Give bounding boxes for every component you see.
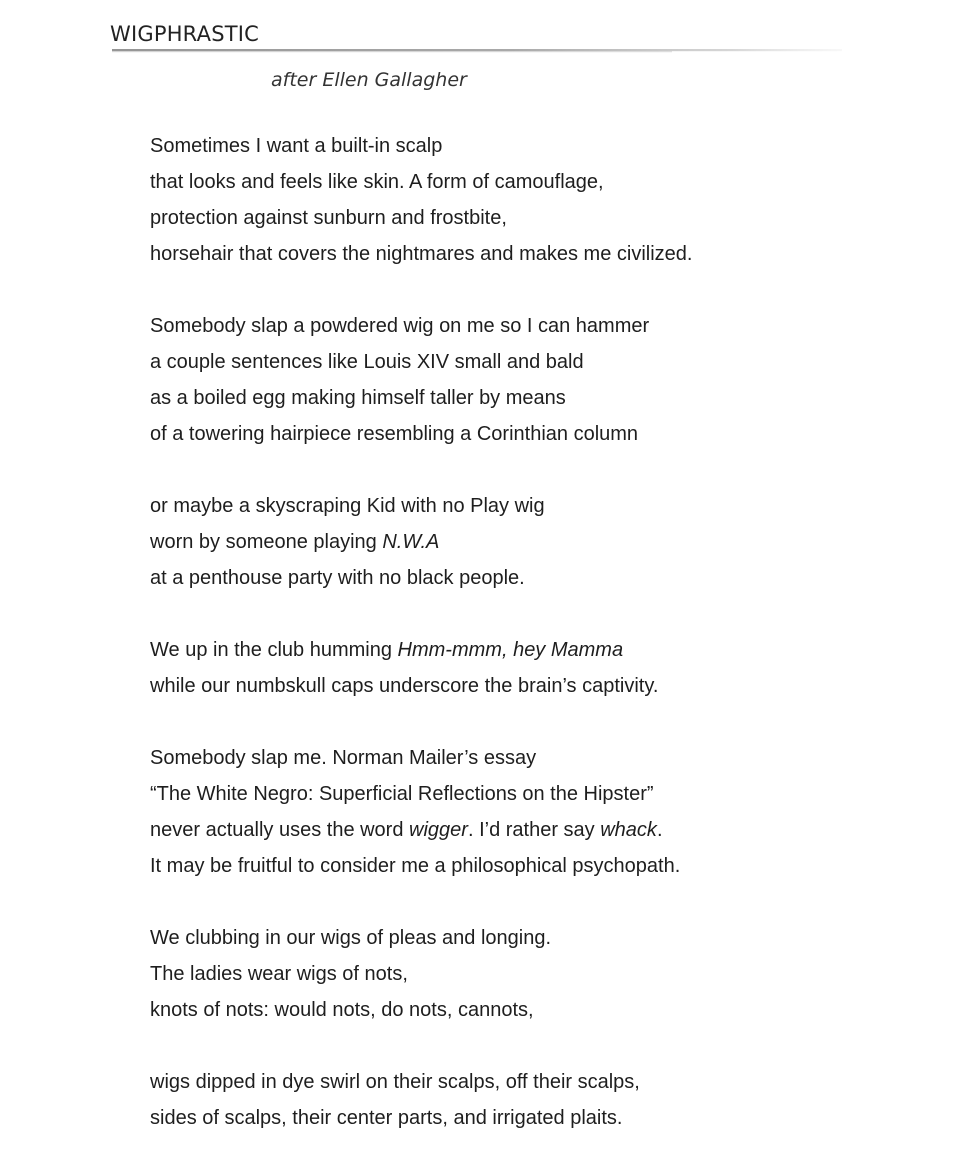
stanza bbox=[150, 920, 940, 1028]
line-text: It may be fruitful to consider me a philosophical psychopath. bbox=[150, 855, 681, 877]
poem-line bbox=[150, 488, 940, 524]
line-text: wigs dipped in dye swirl on their scalps, off their scalps, bbox=[150, 1071, 640, 1093]
poem-line bbox=[150, 992, 940, 1028]
poem-line bbox=[150, 920, 940, 956]
line-text: . I’d rather say bbox=[467, 819, 601, 841]
poem-line bbox=[150, 236, 940, 272]
poem-line bbox=[150, 740, 940, 776]
italic-text: whack bbox=[600, 819, 657, 841]
poem-line bbox=[150, 632, 940, 668]
poem-line bbox=[150, 812, 940, 848]
poem-line bbox=[150, 776, 940, 812]
line-text: or maybe a skyscraping Kid with no Play wig bbox=[150, 495, 545, 517]
italic-text: Hmm-mmm, hey Mamma bbox=[397, 639, 624, 661]
line-text: never actually uses the word bbox=[150, 819, 410, 841]
line-text: that looks and feels like skin. A form of camouflage, bbox=[150, 171, 604, 193]
poem-line bbox=[150, 1100, 940, 1136]
line-text: We clubbing in our wigs of pleas and longing. bbox=[150, 927, 551, 949]
line-text: Sometimes I want a built-in scalp bbox=[150, 135, 443, 157]
poem-line bbox=[150, 344, 940, 380]
line-text: sides of scalps, their center parts, and irrigated plaits. bbox=[150, 1107, 623, 1129]
title-rule bbox=[112, 48, 842, 54]
line-text: of a towering hairpiece resembling a Corinthian column bbox=[150, 423, 639, 445]
poem-line bbox=[150, 524, 940, 560]
stanza bbox=[150, 1064, 940, 1136]
page-title: WIGPHRASTIC bbox=[110, 22, 260, 46]
poem-line bbox=[150, 164, 940, 200]
line-text: The ladies wear wigs of nots, bbox=[150, 963, 408, 985]
poem-line bbox=[150, 560, 940, 596]
poem-body bbox=[150, 128, 940, 1172]
line-text: horsehair that covers the nightmares and makes me civilized. bbox=[150, 243, 693, 265]
poem-line bbox=[150, 956, 940, 992]
poem-line bbox=[150, 380, 940, 416]
stanza bbox=[150, 488, 940, 596]
line-text: We up in the club humming bbox=[150, 639, 398, 661]
stanza bbox=[150, 740, 940, 884]
stanza bbox=[150, 128, 940, 272]
poem-line bbox=[150, 1064, 940, 1100]
italic-text: wigger bbox=[409, 819, 468, 841]
poem-line bbox=[150, 200, 940, 236]
stanza bbox=[150, 632, 940, 704]
line-text: at a penthouse party with no black people. bbox=[150, 567, 525, 589]
line-text: as a boiled egg making himself taller by means bbox=[150, 387, 566, 409]
line-text: Somebody slap a powdered wig on me so I can hammer bbox=[150, 315, 650, 337]
poem-line bbox=[150, 416, 940, 452]
poem-line bbox=[150, 848, 940, 884]
line-text: Somebody slap me. Norman Mailer’s essay bbox=[150, 747, 537, 769]
line-text: knots of nots: would nots, do nots, cannots, bbox=[150, 999, 534, 1021]
line-text: . bbox=[656, 819, 663, 841]
line-text: worn by someone playing bbox=[150, 531, 383, 553]
italic-text: N.W.A bbox=[382, 531, 440, 553]
line-text: a couple sentences like Louis XIV small and bald bbox=[150, 351, 584, 373]
line-text: “The White Negro: Superficial Reflections on the Hipster” bbox=[150, 783, 654, 805]
line-text: while our numbskull caps underscore the brain’s captivity. bbox=[150, 675, 659, 697]
poem-line bbox=[150, 128, 940, 164]
line-text: protection against sunburn and frostbite, bbox=[150, 207, 507, 229]
poem-line bbox=[150, 308, 940, 344]
stanza bbox=[150, 308, 940, 452]
poem-line bbox=[150, 668, 940, 704]
epigraph: after Ellen Gallagher bbox=[271, 69, 467, 91]
